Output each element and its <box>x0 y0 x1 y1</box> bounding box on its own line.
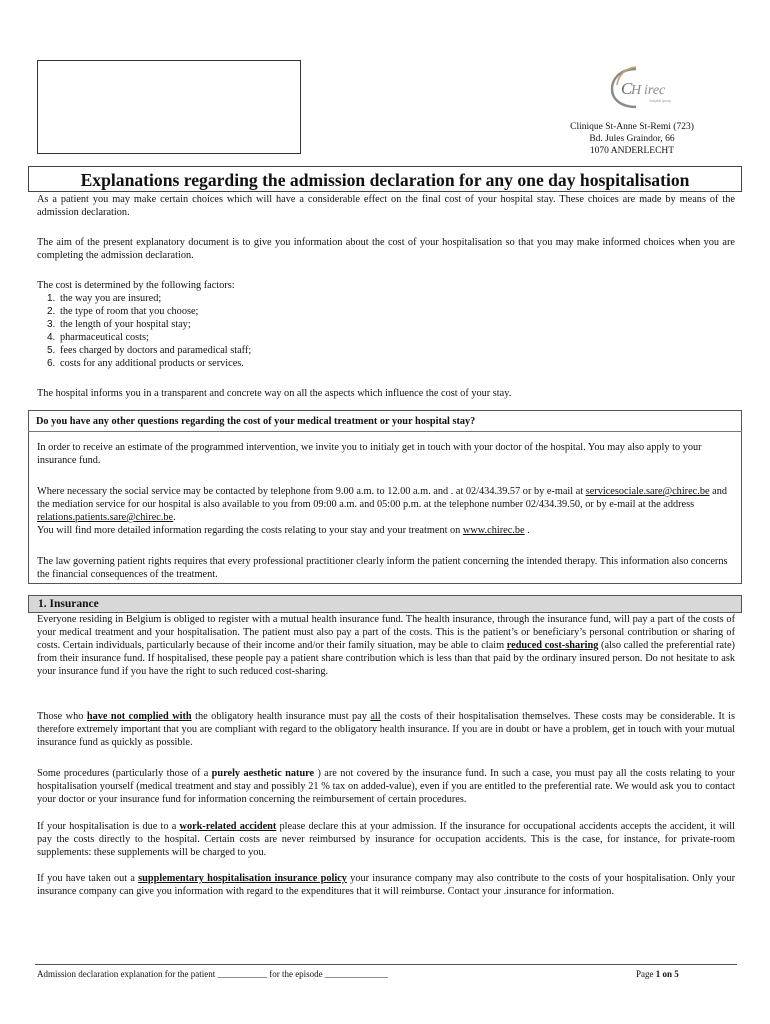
intro-paragraph-1: As a patient you may make certain choices which will have a considerable effect on the final cost of your hospital stay. These choices are made by means of the admission declaration. <box>37 194 735 218</box>
chirec-logo <box>606 63 678 111</box>
factor-text: pharmaceutical costs; <box>60 332 149 343</box>
emphasis-work-accident: work-related accident <box>179 821 277 832</box>
section-header-bar <box>28 595 742 613</box>
emphasis-supplementary-policy: supplementary hospitalisation insurance policy <box>138 873 347 884</box>
factor-text: fees charged by doctors and paramedical staff; <box>60 345 252 356</box>
factor-text: the way you are insured; <box>60 293 162 304</box>
emphasis-all: all <box>370 711 381 722</box>
page-title: Explanations regarding the admission declaration for any one day hospitalisation <box>80 170 690 190</box>
questions-divider <box>28 431 742 432</box>
section-title-insurance: 1. Insurance <box>38 598 99 610</box>
contact-text: and the mediation service for our hospital is also available to you from 09:00 a.m. and 05:00 p.m. at the telephone number 02/434.39.50, or by e-mail at the address <box>37 486 727 510</box>
insurance-paragraph-4 <box>37 820 735 859</box>
contact-text: You will find more detailed information regarding the costs relating to your stay and your treatment on <box>37 525 461 536</box>
footer-text: Admission declaration explanation for the patient ___________ for the episode ______________ <box>37 969 388 979</box>
body-text: Those who <box>37 711 87 722</box>
body-text: If you have taken out a <box>37 873 139 884</box>
factor-number: 4. <box>47 332 56 343</box>
intro-paragraph-2: The aim of the present explanatory document is to give you information about the cost of your hospitalisation so that you may make informed choices when you are completing the admission declaration. <box>37 237 735 261</box>
factor-item <box>37 292 735 305</box>
factor-number: 5. <box>47 345 56 356</box>
questions-heading: Do you have any other questions regarding the cost of your medical treatment or your hospital stay? <box>36 416 476 427</box>
footer-divider <box>35 964 737 965</box>
factor-number: 3. <box>47 319 56 330</box>
factor-text: costs for any additional products or services. <box>60 358 244 369</box>
insurance-paragraph-2 <box>37 710 735 749</box>
contact-text: . <box>173 512 176 523</box>
factor-text: the type of room that you choose; <box>60 306 199 317</box>
body-text: Everyone residing in Belgium is obliged to register with a mutual health insurance fund. The health insurance, through the insurance fund, will pay a part of the costs of your medical treatment and your hospitalisation. The patient must also pay a part of the costs. This is the patient’s or beneficiary’s personal contribution or sharing of costs. Certain individuals, particularly because of their income and/or their family situation, may be able to claim <box>37 614 735 651</box>
patient-label-box <box>37 60 301 154</box>
address-line: 1070 ANDERLECHT <box>589 146 675 156</box>
body-text: the obligatory health insurance must pay <box>191 711 371 722</box>
svg-text:irec: irec <box>644 83 666 98</box>
address-line: Clinique St-Anne St-Remi (723) <box>570 122 694 132</box>
page-number <box>636 969 679 980</box>
body-text: (also called the preferential rate) from their insurance fund. If hospitalised, these people pay a patient share contribution which is less than that paid by the ordinary insured person. Do not hesitate to ask your insurance fund if you have the right to such reduced cost-sharing. <box>37 640 735 677</box>
svg-text:hospital group: hospital group <box>649 99 671 103</box>
factors-lead: The cost is determined by the following factors: <box>37 280 235 291</box>
hospital-address <box>520 121 744 157</box>
svg-text:C: C <box>621 79 633 98</box>
body-text: Some procedures (particularly those of a <box>37 768 212 779</box>
body-text: ) are not covered by the insurance fund. In such a case, you must pay all the costs relating to your hospitalisation yourself (medical treatment and stay and possibly 21 % tax on added-value), even if you are entitled to the preferential rate. We would ask you to contact your doctor or your insurance fund for information concerning the reimbursement of certain procedures. <box>37 768 735 805</box>
body-text: your insurance company may also contribute to the costs of your hospitalisation. Only your insurance company can give you information with regard to the expenditures that it will reimburse. Contact your .insurance for information. <box>37 873 735 897</box>
factor-number: 6. <box>47 358 56 369</box>
emphasis-reduced-cost-sharing: reduced cost-sharing <box>506 640 599 651</box>
contact-text: Where necessary the social service may be contacted by telephone from 9.00 a.m. to 12.00 a.m. and . at 02/434.39.57 or by e-mail at <box>37 486 584 497</box>
page-prefix: Page <box>636 969 656 979</box>
questions-paragraph-1: In order to receive an estimate of the programmed intervention, we invite you to initialy get in touch with your doctor of the hospital. You may also apply to your insurance fund. <box>37 442 702 466</box>
page-count: 1 on 5 <box>655 969 679 979</box>
body-text: please declare this at your admission. If the insurance for occupational accidents accepts the accident, it will pay the costs directly to the hospital. Certain costs are never reimbursed by insurance for occupation accidents. This is the case, for instance, for private-room supplements: these supplements will be charged to you. <box>37 821 735 858</box>
address-line: Bd. Jules Graindor, 66 <box>589 134 675 144</box>
cost-factors <box>37 279 735 370</box>
factor-item <box>37 357 735 370</box>
insurance-paragraph-1 <box>37 613 735 678</box>
emphasis-not-complied: have not complied with <box>86 711 192 722</box>
questions-paragraph-2 <box>37 485 731 537</box>
contact-text: . <box>524 525 530 536</box>
svg-text:H: H <box>631 83 642 98</box>
insurance-paragraph-3 <box>37 767 735 806</box>
factor-number: 2. <box>47 306 56 317</box>
factor-number: 1. <box>47 293 56 304</box>
body-text: If your hospitalisation is due to a <box>37 821 180 832</box>
factor-item <box>37 344 735 357</box>
website-link[interactable]: www.chirec.be <box>462 525 525 536</box>
insurance-paragraph-5 <box>37 872 735 898</box>
factor-item <box>37 331 735 344</box>
factor-item <box>37 318 735 331</box>
questions-paragraph-3: The law governing patient rights requires that every professional practitioner clearly inform the patient concerning the intended therapy. This information also concerns the financial consequences of the treatment. <box>37 556 728 580</box>
emphasis-aesthetic: purely aesthetic nature <box>211 768 315 779</box>
factor-item <box>37 305 735 318</box>
intro-paragraph-3: The hospital informs you in a transparent and concrete way on all the aspects which influence the cost of your stay. <box>37 388 512 399</box>
social-service-email-link[interactable]: servicesociale.sare@chirec.be <box>585 486 710 497</box>
mediation-email-link[interactable]: relations.patients.sare@chirec.be <box>37 512 174 523</box>
factor-text: the length of your hospital stay; <box>60 319 191 330</box>
body-text: the costs of their hospitalisation themselves. These costs may be considerable. It is therefore extremely important that you are compliant with regard to the obligatory health insurance. If you are in doubt or have a problem, get in touch with your mutual insurance fund as quickly as possible. <box>37 711 735 748</box>
